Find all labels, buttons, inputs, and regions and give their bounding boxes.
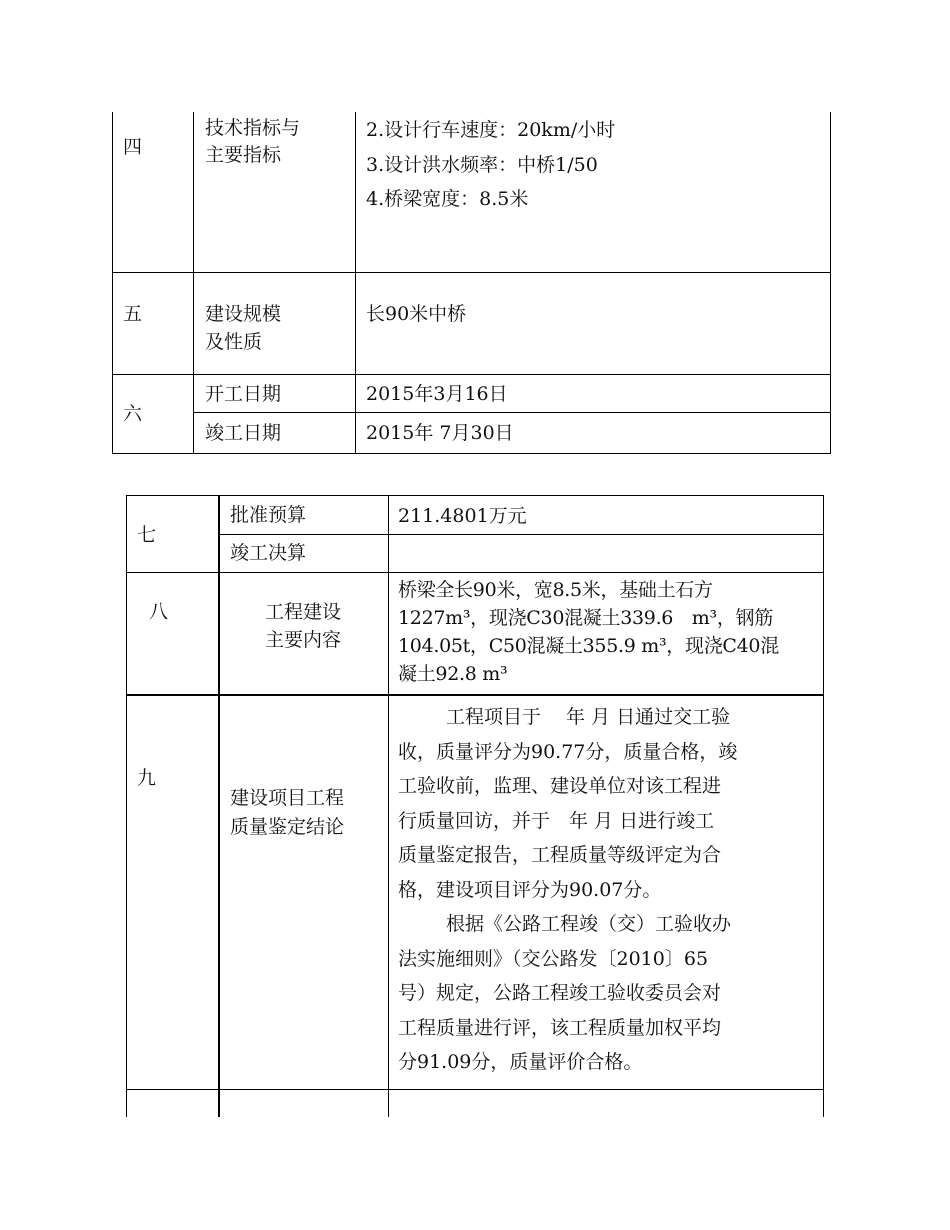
table-1-row-line [112, 272, 831, 273]
row-number: 四 [123, 136, 143, 158]
row-value-line: 3.设计洪水频率：中桥1/50 [366, 154, 598, 176]
table-2-row-line [126, 1089, 824, 1090]
table-1-row-line [193, 412, 831, 413]
table-2-row-line [126, 694, 824, 696]
approved-budget-value: 211.4801万元 [398, 505, 527, 527]
row-value-line: 1227m³，现浇C30混凝土339.6 m³，钢筋 [398, 607, 773, 629]
row-label-line: 质量鉴定结论 [230, 816, 345, 838]
row-label-line: 主要内容 [265, 629, 342, 651]
row-number: 七 [137, 524, 157, 546]
row-number: 八 [149, 601, 169, 623]
table-2-border-right [823, 495, 824, 1117]
start-date-value: 2015年3月16日 [366, 383, 508, 405]
table-1-divider-1 [193, 112, 194, 454]
paragraph-line: 分91.09分，质量评价合格。 [398, 1051, 643, 1073]
paragraph-line: 质量鉴定报告，工程质量等级评定为合 [398, 844, 722, 866]
end-date-value: 2015年 7月30日 [366, 422, 514, 444]
approved-budget-label: 批准预算 [230, 504, 307, 526]
row-number: 九 [137, 767, 157, 789]
row-label-line: 技术指标与 [205, 117, 301, 139]
paragraph-line: 工程质量进行评，该工程质量加权平均 [398, 1017, 722, 1039]
start-date-label: 开工日期 [205, 383, 282, 405]
paragraph-line: 行质量回访，并于 年 月 日进行竣工 [398, 810, 715, 832]
paragraph-line: 收，质量评分为90.77分，质量合格，竣 [398, 741, 738, 763]
table-1-border-right [830, 112, 831, 454]
table-1-border-bottom [112, 453, 831, 454]
paragraph-line: 工程项目于 年 月 日通过交工验 [446, 706, 731, 728]
paragraph-line: 号）规定，公路工程竣工验收委员会对 [398, 982, 722, 1004]
row-number: 五 [123, 303, 143, 325]
table-2-border-left [126, 495, 127, 1117]
table-2-row-line [126, 572, 824, 573]
table-2-divider-1 [218, 495, 220, 1117]
row-label-line: 工程建设 [265, 601, 342, 623]
table-2-border-top [126, 495, 824, 496]
row-label-line: 主要指标 [205, 144, 282, 166]
end-date-label: 竣工日期 [205, 422, 282, 444]
row-number: 六 [123, 403, 143, 425]
row-value-line: 104.05t，C50混凝土355.9 m³，现浇C40混 [398, 635, 779, 657]
row-value: 长90米中桥 [366, 303, 467, 325]
row-label-line: 建设项目工程 [230, 787, 345, 809]
table-1-border-left [112, 112, 113, 454]
table-1-divider-2 [355, 112, 356, 454]
paragraph-line: 根据《公路工程竣（交）工验收办 [446, 913, 732, 935]
row-value-line: 4.桥梁宽度：8.5米 [366, 188, 529, 210]
row-value-line: 凝土92.8 m³ [398, 663, 508, 685]
paragraph-line: 法实施细则》（交公路发〔2010〕65 [398, 948, 709, 970]
table-2-divider-2 [388, 495, 389, 1117]
table-2-row-line [218, 534, 824, 535]
table-1-row-line [112, 374, 831, 375]
paragraph-line: 工验收前，监理、建设单位对该工程进 [398, 775, 722, 797]
row-value-line: 2.设计行车速度：20km/小时 [366, 119, 616, 141]
paragraph-line: 格，建设项目评分为90.07分。 [398, 879, 662, 901]
row-label-line: 及性质 [205, 331, 263, 353]
row-label-line: 建设规模 [205, 303, 282, 325]
final-accounts-label: 竣工决算 [230, 542, 307, 564]
row-value-line: 桥梁全长90米，宽8.5米，基础土石方 [398, 579, 713, 601]
